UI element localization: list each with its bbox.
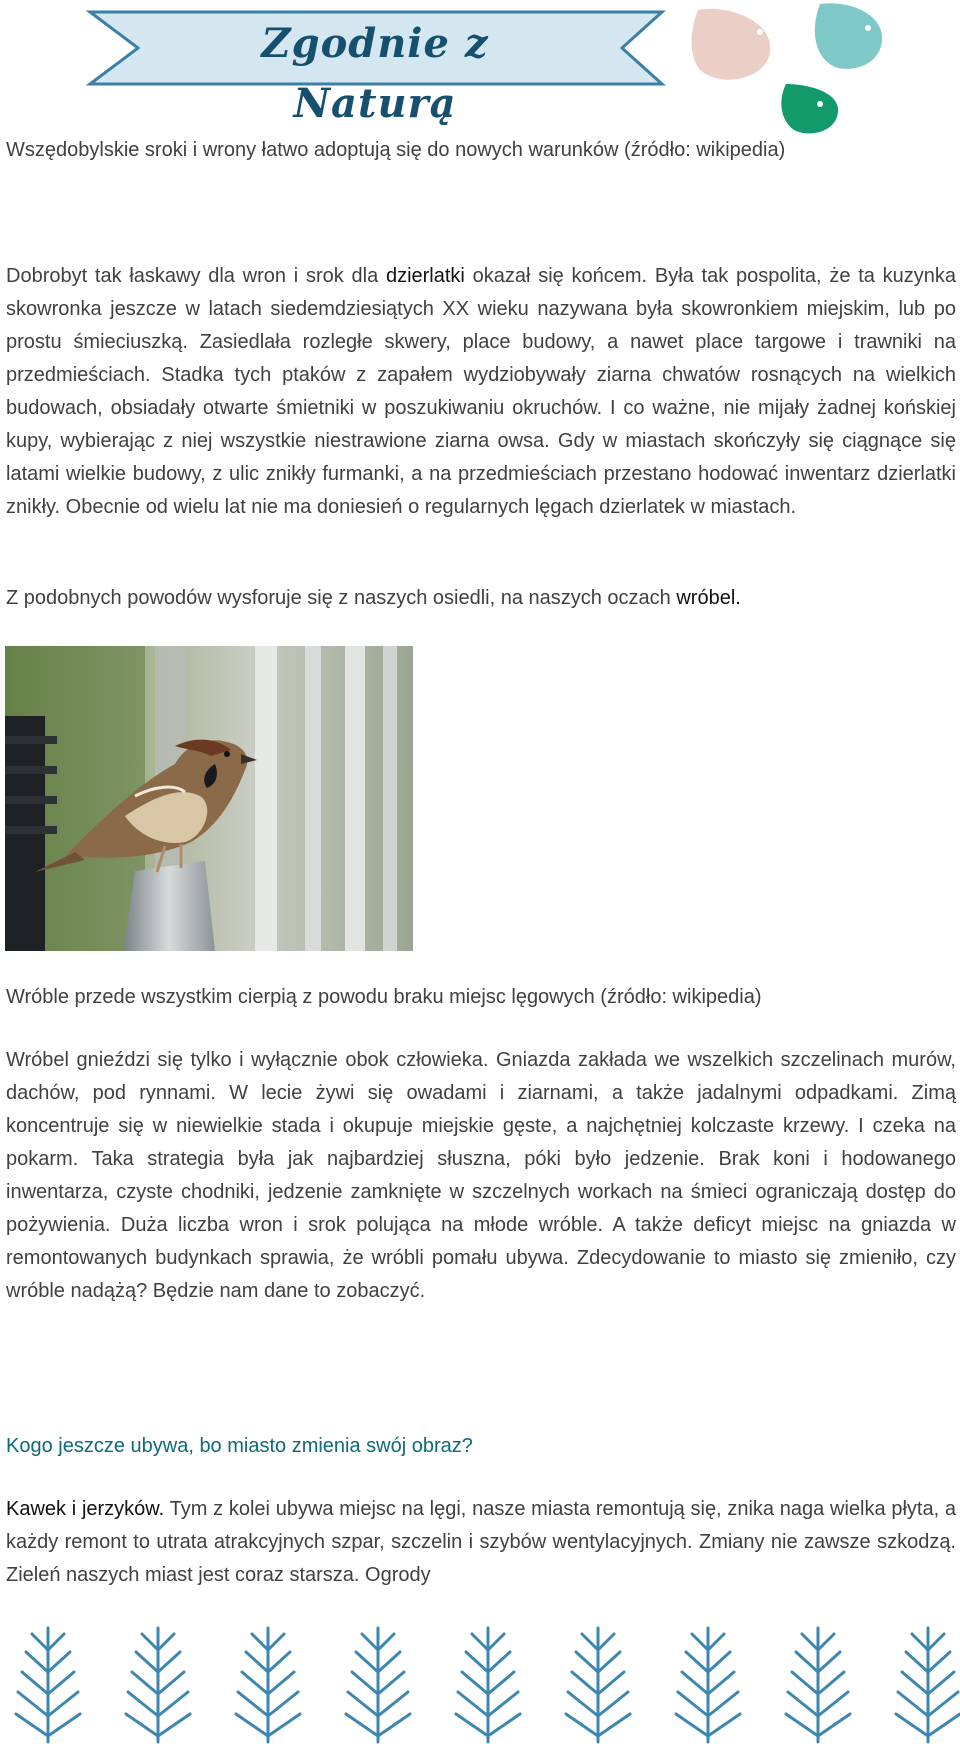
paragraph-jackdaws-body: Tym z kolei ubywa miejsc na lęgi, nasze miasta remontują się, znika naga wielka płyta, a każdy remont to utrata atrakcyjnych szpar, szczelin i szybów wentylacyjnych. Zmiany nie zawsze szkodzą. Zieleń naszych miast jest coraz starsza. Ogrody bbox=[6, 1498, 956, 1586]
paragraph-sparrow-intro bbox=[6, 582, 956, 615]
sparrow-photo-icon bbox=[5, 646, 413, 951]
term-kawki-jerzyki: Kawek i jerzyków. bbox=[6, 1498, 165, 1520]
term-wrobel: wróbel. bbox=[676, 587, 741, 609]
paragraph-jackdaws bbox=[6, 1493, 956, 1592]
paragraph-dzierlatka bbox=[6, 260, 956, 524]
footer-decoration bbox=[0, 1620, 960, 1750]
image-caption-sparrows: Wróble przede wszystkim cierpią z powodu braku miejsc lęgowych (źródło: wikipedia) bbox=[6, 986, 762, 1008]
paragraph-sparrow-intro-lead: Z podobnych powodów wysforuje się z naszych osiedli, na naszych oczach bbox=[6, 587, 677, 609]
term-dzierlatki: dzierlatki bbox=[385, 265, 465, 287]
paragraph-dzierlatka-lead: Dobrobyt tak łaskawy dla wron i srok dla bbox=[6, 265, 386, 287]
sparrow-photo bbox=[5, 646, 413, 951]
image-caption-crows: Wszędobylskie sroki i wrony łatwo adoptują się do nowych warunków (źródło: wikipedia) bbox=[6, 139, 786, 161]
paragraph-dzierlatka-body: okazał się końcem. Była tak pospolita, że ta kuzynka skowronka jeszcze w latach siedemdziesiątych XX wieku nazywana była skowronkiem miejskim, lub po prostu śmieciuszką. Zasiedlała rozległe skwery, place budowy, a nawet place targowe i trawniki na przedmieściach. Stadka tych ptaków z zapałem wydziobywały ziarna chwatów rosnących na wielkich budowach, obsiadały otwarte śmietniki w poszukiwaniu okruchów. I co ważne, nie mijały żadnej końskiej kupy, wybierając z niej wszystkie niestrawione ziarna owsa. Gdy w miastach skończyły się ciągnące się latami wielkie budowy, z ulic znikły furmanki, a na przedmieściach przestano hodować inwentarz dzierlatki znikły. Obecnie od wielu lat nie ma doniesień o regularnych lęgach dzierlatek w miastach. bbox=[6, 265, 956, 518]
fern-pattern-icon bbox=[0, 1620, 960, 1750]
leaf-decoration-icon bbox=[690, 0, 890, 140]
section-heading: Kogo jeszcze ubywa, bo miasto zmienia swój obraz? bbox=[6, 1435, 473, 1457]
page-header bbox=[0, 0, 960, 140]
paragraph-sparrow-details: Wróbel gnieździ się tylko i wyłącznie obok człowieka. Gniazda zakłada we wszelkich szczelinach murów, dachów, pod rynnami. W lecie żywi się owadami i ziarnami, a także jadalnymi odpadkami. Zimą koncentruje się w niewielkie stada i okupuje miejskie gęste, a najchętniej kolczaste krzewy. I czeka na pokarm. Taka strategia była jak najbardziej słuszna, póki było jedzenie. Brak koni i hodowanego inwentarza, czyste chodniki, jedzenie zamknięte w szczelnych workach na śmieci ograniczają dostęp do pożywienia. Duża liczba wron i srok polująca na młode wróble. A także deficyt miejsc na gniazda w remontowanych budynkach sprawia, że wróbli pomału ubywa. Zdecydowanie to miasto się zmieniło, czy wróble nadążą? Będzie nam dane to zobaczyć. bbox=[6, 1049, 956, 1302]
banner-title: Zgodnie z Naturą bbox=[261, 20, 489, 127]
